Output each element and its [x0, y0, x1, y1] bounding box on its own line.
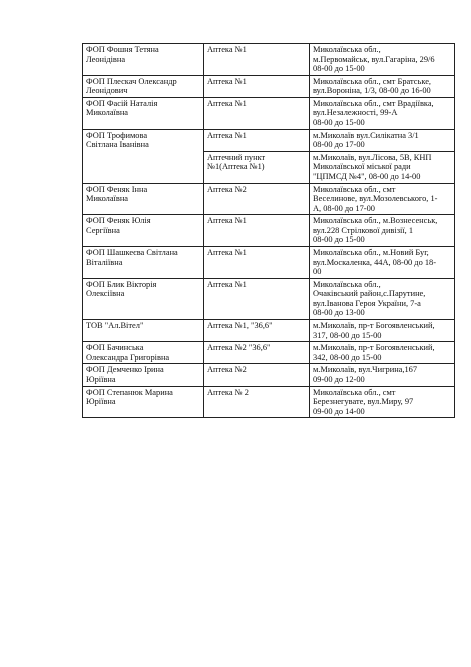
pharmacy-cell: Аптека №2 "36,6" [204, 342, 310, 364]
table-row [83, 320, 455, 342]
table-row [83, 246, 455, 278]
table-row [83, 44, 455, 76]
address-cell: м.Миколаїв, вул.Чигрина,167 09-00 до 12-00 [310, 364, 455, 386]
address-cell: Миколаївська обл., смт Веселинове, вул.Мозолевського, 1- А, 08-00 до 17-00 [310, 183, 455, 215]
address-cell: м.Миколаїв, пр-т Богоявленський, 317, 08-00 до 15-00 [310, 320, 455, 342]
table-row [83, 215, 455, 247]
owner-cell: ФОП Фошня Тетяна Леонідівна [83, 44, 204, 76]
owner-cell: ФОП Феняк Юлія Сергіївна [83, 215, 204, 247]
pharmacy-cell: Аптека №1 [204, 215, 310, 247]
pharmacy-cell: Аптека №1 [204, 278, 310, 319]
table-row [83, 364, 455, 386]
pharmacy-cell: Аптека №1, "36,6" [204, 320, 310, 342]
pharmacy-table [82, 43, 455, 418]
owner-cell: ФОП Блик Вікторія Олексіївна [83, 278, 204, 319]
address-cell: Миколаївська обл., Очаківський район,с.Парутине, вул.Іванова Героя України, 7-а 08-00 до 13-00 [310, 278, 455, 319]
address-cell: Миколаївська обл., м.Вознесенськ, вул.228 Стрілкової дивізії, 1 08-00 до 15-00 [310, 215, 455, 247]
owner-cell: ФОП Бачинська Олександра Григорівна [83, 342, 204, 364]
address-cell: Миколаївська обл., смт Березнегувате, вул.Миру, 97 09-00 до 14-00 [310, 386, 455, 418]
pharmacy-cell: Аптека №1 [204, 75, 310, 97]
table-row [83, 386, 455, 418]
owner-cell: ФОП Трофимова Світлана Іванівна [83, 129, 204, 183]
table-row [83, 129, 455, 151]
pharmacy-cell: Аптечний пункт №1(Аптека №1) [204, 151, 310, 183]
owner-cell: ФОП Демченко Ірина Юріївна [83, 364, 204, 386]
address-cell: м.Миколаїв вул.Силікатна 3/1 08-00 до 17-00 [310, 129, 455, 151]
owner-cell: ФОП Плескач Олександр Леонідович [83, 75, 204, 97]
table-row [83, 342, 455, 364]
table-row [83, 97, 455, 129]
table-row [83, 278, 455, 319]
pharmacy-cell: Аптека № 2 [204, 386, 310, 418]
address-cell: м.Миколаїв, пр-т Богоявленський, 342, 08-00 до 15-00 [310, 342, 455, 364]
owner-cell: ФОП Фасій Наталія Миколаївна [83, 97, 204, 129]
table-row [83, 75, 455, 97]
pharmacy-cell: Аптека №2 [204, 364, 310, 386]
owner-cell: ТОВ "Ал.Вітел" [83, 320, 204, 342]
pharmacy-cell: Аптека №1 [204, 44, 310, 76]
owner-cell: ФОП Степанюк Марина Юріївна [83, 386, 204, 418]
address-cell: Миколаївська обл., м.Новий Буг, вул.Москаленка, 44А, 08-00 до 18- 00 [310, 246, 455, 278]
pharmacy-cell: Аптека №1 [204, 129, 310, 151]
pharmacy-cell: Аптека №2 [204, 183, 310, 215]
address-cell: Миколаївська обл., м.Первомайськ, вул.Гагаріна, 29/6 08-00 до 15-00 [310, 44, 455, 76]
pharmacy-cell: Аптека №1 [204, 97, 310, 129]
address-cell: Миколаївська обл., смт Врадіївка, вул.Незалежності, 99-А 08-00 до 15-00 [310, 97, 455, 129]
address-cell: Миколаївська обл., смт Братське, вул.Вороніна, 1/3, 08-00 до 16-00 [310, 75, 455, 97]
table-row [83, 183, 455, 215]
owner-cell: ФОП Феняк Інна Миколаївна [83, 183, 204, 215]
address-cell: м.Миколаїв, вул.Лісова, 5В, КНП Миколаївської міської ради "ЦПМСД №4", 08-00 до 14-00 [310, 151, 455, 183]
pharmacy-cell: Аптека №1 [204, 246, 310, 278]
owner-cell: ФОП Шашкеєва Світлана Віталіївна [83, 246, 204, 278]
